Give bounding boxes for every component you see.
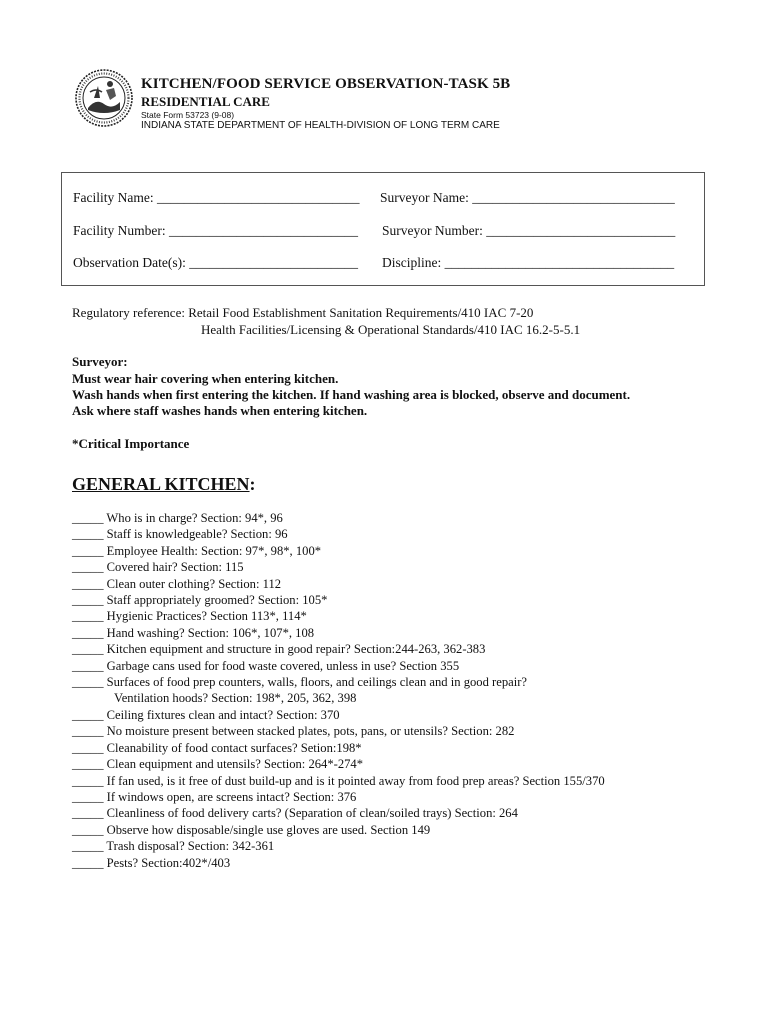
section-title: GENERAL KITCHEN: xyxy=(72,474,256,494)
checklist-item[interactable]: _____ Cleanability of food contact surfaces? Setion:198* xyxy=(72,740,362,755)
checklist-item[interactable]: _____ Staff appropriately groomed? Section: 105* xyxy=(72,593,328,608)
facility-number-field[interactable]: Facility Number: ____________________________ xyxy=(73,223,358,238)
checklist-item[interactable]: _____ Surfaces of food prep counters, walls, floors, and ceilings clean and in good repair? xyxy=(72,675,527,690)
surveyor-note-wash: Wash hands when first entering the kitchen. If hand washing area is blocked, observe and document. xyxy=(72,387,631,402)
regulatory-reference-2: Health Facilities/Licensing & Operational Standards/410 IAC 16.2-5-5.1 xyxy=(201,322,581,337)
surveyor-note-ask: Ask where staff washes hands when entering kitchen. xyxy=(72,403,368,418)
checklist-item[interactable]: _____ Clean outer clothing? Section: 112 xyxy=(72,576,282,591)
discipline-field[interactable]: Discipline: __________________________________ xyxy=(382,255,675,270)
checklist-item[interactable]: _____ Covered hair? Section: 115 xyxy=(72,560,244,575)
checklist-item[interactable]: _____ If fan used, is it free of dust build-up and is it pointed away from food prep areas? Section 155/370 xyxy=(72,773,605,788)
checklist-item[interactable]: _____ Employee Health: Section: 97*, 98*, 100* xyxy=(72,543,322,558)
checklist-item[interactable]: _____ Hygienic Practices? Section 113*, 114* xyxy=(72,609,307,624)
checklist-item[interactable]: _____ Garbage cans used for food waste covered, unless in use? Section 355 xyxy=(72,658,460,673)
observation-dates-field[interactable]: Observation Date(s): _________________________ xyxy=(73,255,358,270)
checklist-item[interactable]: _____ Clean equipment and utensils? Section: 264*-274* xyxy=(72,757,364,772)
surveyor-number-field[interactable]: Surveyor Number: ____________________________ xyxy=(382,223,676,238)
department-name: INDIANA STATE DEPARTMENT OF HEALTH-DIVISION OF LONG TERM CARE xyxy=(141,120,500,131)
checklist-item[interactable]: _____ Ceiling fixtures clean and intact? Section: 370 xyxy=(72,707,340,722)
checklist-item[interactable]: _____ Trash disposal? Section: 342-361 xyxy=(72,839,275,854)
critical-importance-note: *Critical Importance xyxy=(72,436,190,451)
surveyor-note-hair: Must wear hair covering when entering kitchen. xyxy=(72,371,339,386)
surveyor-heading: Surveyor: xyxy=(72,354,128,369)
checklist-item[interactable]: _____ Pests? Section:402*/403 xyxy=(72,855,231,870)
checklist-item[interactable]: _____ Observe how disposable/single use gloves are used. Section 149 xyxy=(72,822,431,837)
checklist-item[interactable]: _____ Kitchen equipment and structure in good repair? Section:244-263, 362-383 xyxy=(72,642,486,657)
surveyor-name-field[interactable]: Surveyor Name: ______________________________ xyxy=(380,190,675,205)
facility-name-field[interactable]: Facility Name: ______________________________ xyxy=(73,190,360,205)
checklist-item[interactable]: _____ If windows open, are screens intact? Section: 376 xyxy=(72,789,357,804)
checklist xyxy=(72,510,605,871)
checklist-item[interactable]: Ventilation hoods? Section: 198*, 205, 362, 398 xyxy=(114,691,357,706)
state-seal-icon xyxy=(74,68,134,128)
checklist-item[interactable]: _____ Staff is knowledgeable? Section: 96 xyxy=(72,527,288,542)
form-title: KITCHEN/FOOD SERVICE OBSERVATION-TASK 5B xyxy=(141,76,511,92)
checklist-item[interactable]: _____ Hand washing? Section: 106*, 107*, 108 xyxy=(72,625,315,640)
regulatory-reference-1: Regulatory reference: Retail Food Establishment Sanitation Requirements/410 IAC 7-20 xyxy=(72,305,534,320)
checklist-item[interactable]: _____ Cleanliness of food delivery carts? (Separation of clean/soiled trays) Section: 264 xyxy=(72,806,518,821)
form-subtitle: RESIDENTIAL CARE xyxy=(141,94,270,109)
checklist-item[interactable]: _____ No moisture present between stacked plates, pots, pans, or utensils? Section: 282 xyxy=(72,724,515,739)
checklist-item[interactable]: _____ Who is in charge? Section: 94*, 96 xyxy=(72,511,283,525)
form-number: State Form 53723 (9-08) xyxy=(141,110,235,120)
